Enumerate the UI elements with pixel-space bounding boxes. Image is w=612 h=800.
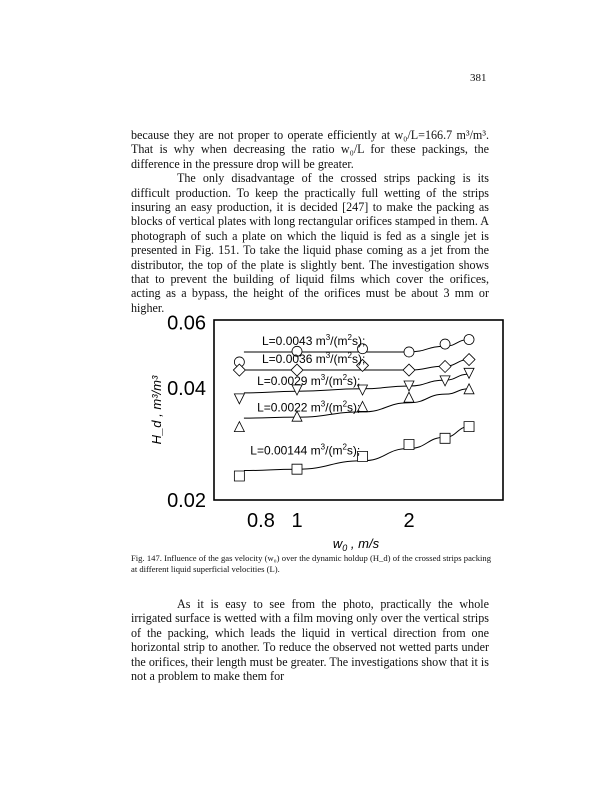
figure-caption: Fig. 147. Influence of the gas velocity (w₀) over the dynamic holdup (H_d) of the crossed strips packing at different liquid superficial velocities (L). [131,553,491,574]
series-label: L=0.0029 $m^3/(m^2s)$; [257,372,361,388]
page-number: 381 [470,72,487,84]
data-point-triangle-down [464,368,474,378]
data-point-diamond [403,364,415,376]
y-axis-label: H_d , m³/m³ [149,375,164,445]
series-label: L=0.00144 $m^3/(m^2s)$; [250,442,361,458]
data-point-diamond [439,360,451,372]
data-point-triangle-down [234,394,244,404]
data-point-circle [464,335,474,345]
series-label: L=0.0022 $m^3/(m^2s)$; [257,399,361,415]
data-point-triangle-up [234,422,244,432]
data-point-triangle-up [404,392,414,402]
data-point-diamond [463,354,475,366]
data-point-square [292,464,302,474]
data-point-square [464,422,474,432]
data-point-circle [404,347,414,357]
data-point-circle [440,339,450,349]
series-label: L=0.0043 $m^3/(m^2s)$; [262,333,366,349]
data-point-square [234,471,244,481]
body-text-bottom [131,597,489,683]
data-point-square [404,439,414,449]
y-tick-label: 0.02 [167,490,206,513]
y-tick-label: 0.06 [167,312,206,335]
data-point-diamond [233,364,245,376]
data-point-triangle-down [440,376,450,386]
x-tick-label: 0.8 [247,510,275,532]
data-point-square [440,433,450,443]
paragraph: As it is easy to see from the photo, practically the whole irrigated surface is wetted with a film moving only over the vertical strips of the packing, which leads the liquid in vertical direction from one horizontal strip to another. To reduce the observed not wetted parts under the orifices, their length must be greater. The investigations show that it is not a problem to make them for [131,597,489,684]
y-tick-label: 0.04 [167,378,206,400]
x-axis-label: $w_0$ , m/s [332,536,380,553]
x-tick-label: 2 [403,510,415,532]
x-tick-label: 1 [291,510,303,532]
paragraph: The only disadvantage of the crossed strips packing is its difficult production. To keep the practically full wetting of the strips insuring an easy production, it is decided [247] to make the packing as blocks of vertical plates with long rectangular orifices stamped in them. A photograph of such a plate on which the liquid is fed as a single jet is presented in Fig. 151. To take the liquid phase coming as a jet from the distributor, the top of the plate is slightly bent. The investigation shows that to prevent the building of liquid films which cover the orifices, acting as a bypass, the height of the orifices must be about 3 mm or higher. [131,171,490,315]
paragraph: because they are not proper to operate efficiently at w₀/L=166.7 m³/m³. That is why when decreasing the ratio w₀/L for these packings, the difference in the pressure drop will be greater. [131,128,489,171]
series-label: L=0.0036 $m^3/(m^2s)$; [262,351,366,367]
